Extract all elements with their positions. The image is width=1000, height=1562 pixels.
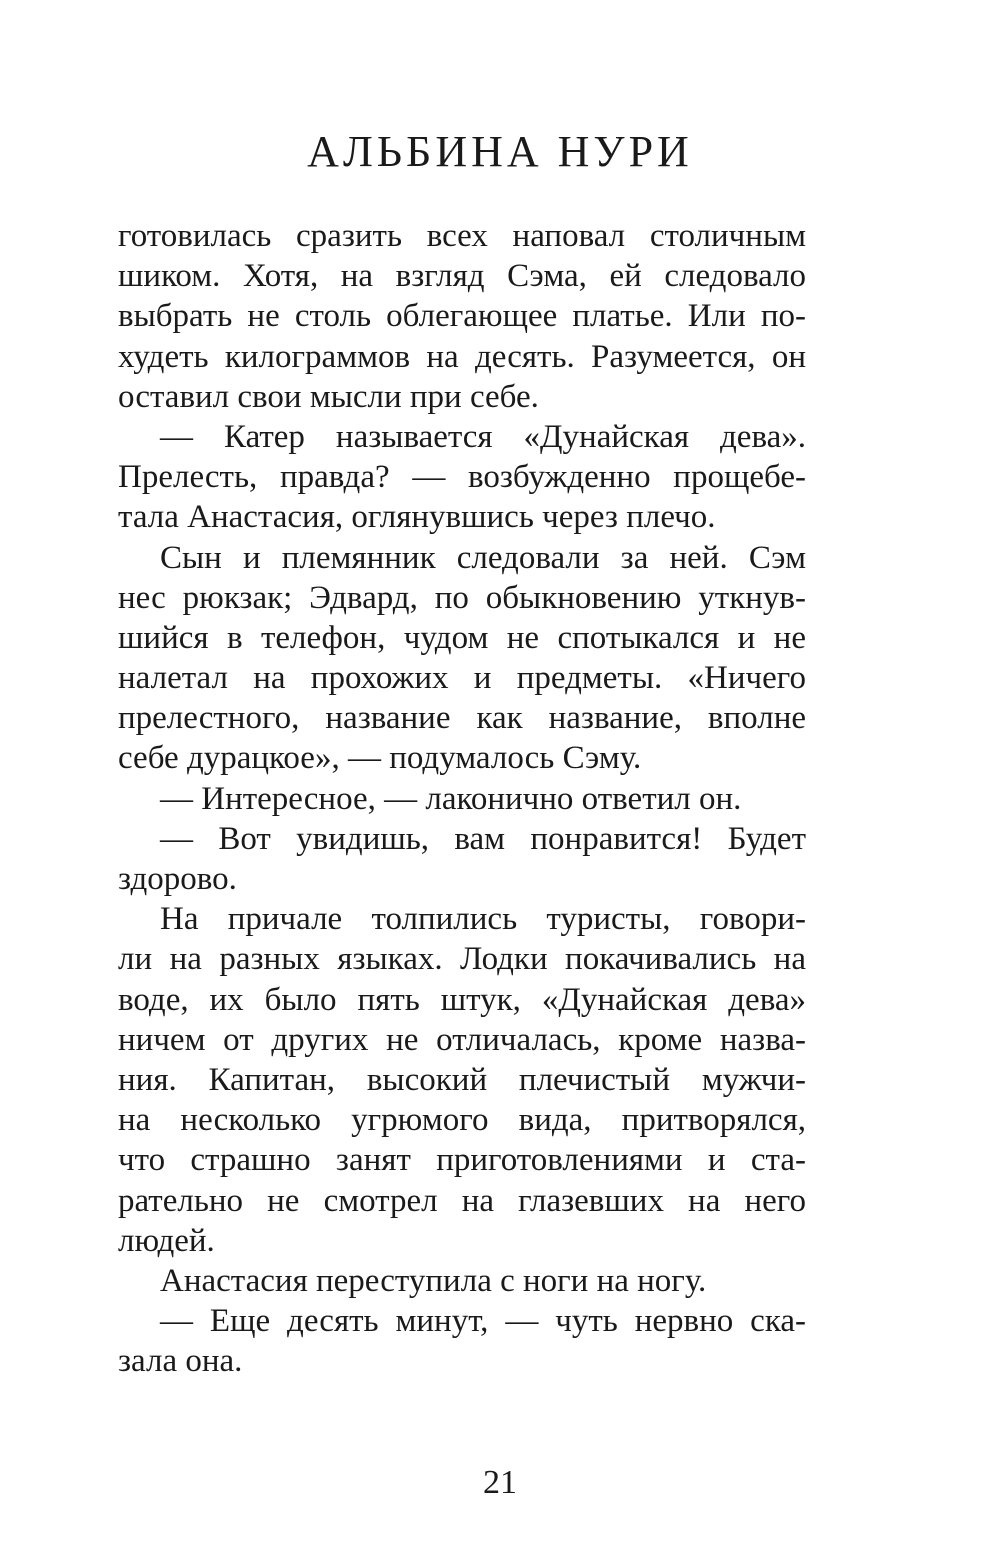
text-line: выбрать не столь облегающее платье. Или по- [118, 298, 806, 335]
text-line: Сын и племянник следовали за ней. Сэм [160, 539, 806, 576]
text-line: Прелесть, правда? — возбужденно прощебе- [118, 459, 806, 496]
text-line: худеть килограммов на десять. Разумеется, он [118, 338, 806, 375]
text-line: На причале толпились туристы, говори- [160, 901, 806, 938]
text-line: воде, их было пять штук, «Дунайская дева» [118, 981, 806, 1018]
text-line: — Интересное, — лаконично ответил он. [160, 780, 742, 817]
text-line: шийся в телефон, чудом не спотыкался и не [118, 619, 806, 656]
text-line: шиком. Хотя, на взгляд Сэма, ей следовало [118, 258, 806, 295]
text-line: тала Анастасия, оглянувшись через плечо. [118, 499, 716, 536]
text-line: зала она. [118, 1343, 243, 1380]
text-line: ния. Капитан, высокий плечистый мужчи- [118, 1061, 806, 1098]
page-number: 21 [483, 1464, 517, 1501]
text-line: прелестного, название как название, вполне [118, 700, 806, 737]
text-line: — Еще десять минут, — чуть нервно ска- [160, 1303, 806, 1340]
text-line: себе дурацкое», — подумалось Сэму. [118, 740, 642, 777]
text-line: налетал на прохожих и предметы. «Ничего [118, 660, 806, 697]
text-line: готовилась сразить всех наповал столичным [118, 218, 806, 254]
text-line: ничем от других не отличалась, кроме назва- [118, 1021, 806, 1058]
text-line: людей. [118, 1222, 215, 1259]
text-line: — Вот увидишь, вам понравится! Будет [160, 820, 806, 857]
text-line: рательно не смотрел на глазевших на него [118, 1182, 806, 1219]
text-line: оставил свои мысли при себе. [118, 378, 539, 415]
text-line: что страшно занят приготовлениями и ста- [118, 1142, 806, 1179]
body-text [118, 216, 806, 1381]
text-line: Анастасия переступила с ноги на ногу. [160, 1262, 707, 1299]
text-line: — Катер называется «Дунайская дева». [160, 418, 806, 455]
text-line: нес рюкзак; Эдвард, по обыкновению уткнув- [118, 579, 806, 616]
text-line: на несколько угрюмого вида, притворялся, [118, 1102, 806, 1139]
text-line: здорово. [118, 861, 237, 897]
running-head: АЛЬБИНА НУРИ [307, 127, 693, 176]
text-line: ли на разных языках. Лодки покачивались на [118, 941, 806, 978]
